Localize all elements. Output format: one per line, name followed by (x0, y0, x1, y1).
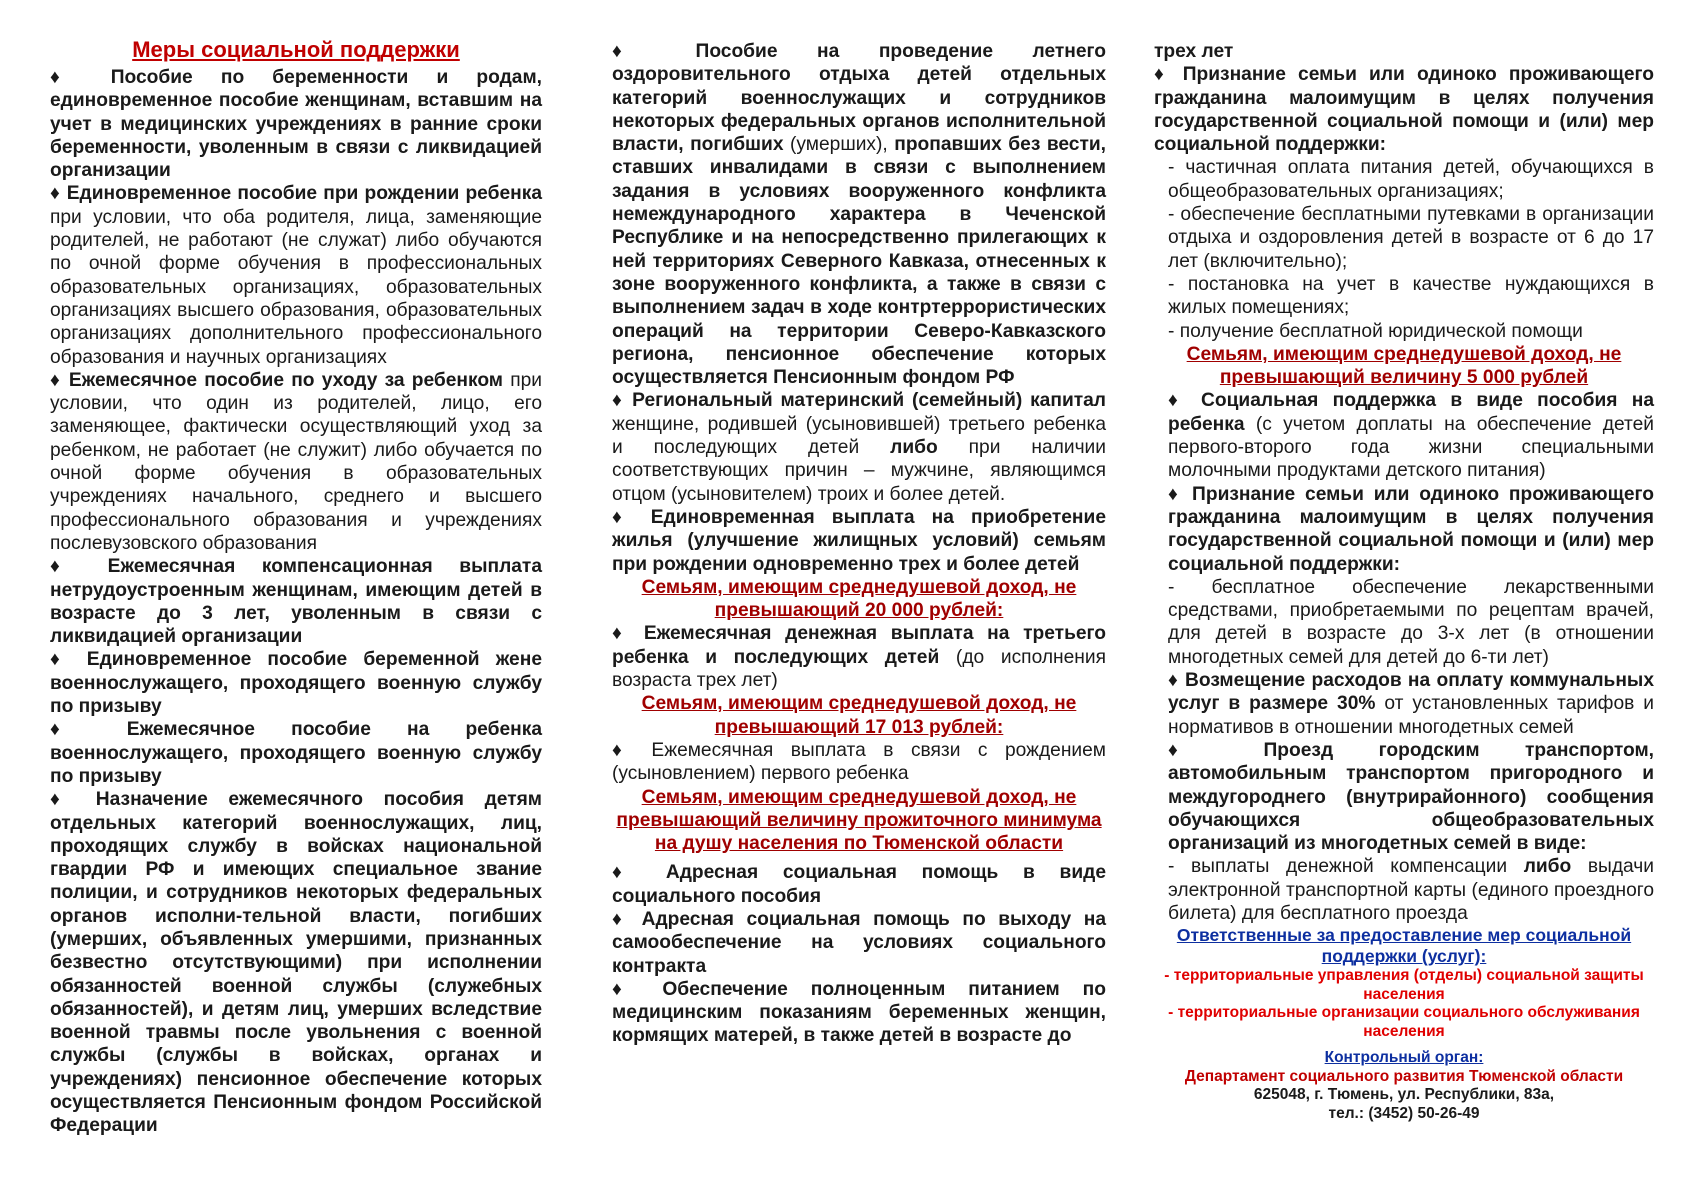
measure-item-text: (с учетом доплаты на обеспечение детей первого-второго года жизни специальными молочными продуктами детского питания) (1168, 413, 1654, 482)
measure-item-title: ♦ Пособие на проведение летнего оздоровительного отдыха детей отдельных категорий военнослужащих и сотрудников некоторых федеральных органов исполнительной власти, погибших (612, 41, 1106, 156)
measure-item: ♦ Пособие по беременности и родам, единовременное пособие женщинам, вставшим на учет в медицинских учреждениях в ранние сроки беременности, уволенным в связи с ликвидацией организации (50, 67, 542, 182)
measure-item (612, 389, 1106, 505)
measure-item: ♦ Обеспечение полноценным питанием по медицинским показаниям беременных женщин, кормящих матерей, в также детей в возрасте до (612, 978, 1106, 1047)
control-body-name: Департамент социального развития Тюменской области (1184, 1067, 1624, 1085)
measure-item-title: ♦ Ежемесячное пособие по уходу за ребенком (50, 369, 503, 391)
measure-item-title: ♦ Возмещение расходов на оплату коммунальных услуг в размере 30% (1168, 670, 1654, 715)
measure-item-text: (умерших), (783, 134, 895, 156)
income-threshold-heading: Семьям, имеющим среднедушевой доход, не превышающий 17 013 рублей: (641, 693, 1077, 738)
list-item: - частичная оплата питания детей, обучающихся в общеобразовательных организациях; (1168, 157, 1654, 202)
list-item: - бесплатное обеспечение лекарственными средствами, приобретаемыми по рецептам врачей, для детей в возрасте до 3-х лет (в отношении многодетных семей для детей до 6-ти лет) (1168, 576, 1654, 668)
measure-item (1154, 669, 1654, 739)
measure-item: ♦ Ежемесячная выплата в связи с рождением (усыновлением) первого ребенка (612, 739, 1106, 785)
measure-item (612, 40, 1106, 389)
measure-item: ♦ Единовременная выплата на приобретение жилья (улучшение жилищных условий) семьям при рождении одновременно трех и более детей (612, 506, 1106, 575)
responsible-item: - территориальные организации социального обслуживания населения (1168, 1004, 1640, 1040)
measure-item-emphasis: либо (890, 437, 938, 459)
measure-item (50, 182, 542, 368)
measure-item-title: пропавших без вести, ставших инвалидами в связи с выполнением задания в условиях вооруженного конфликта немеждународного характера в Чеченской Республике и на непосредственно прилегающих к ней территориях Северного Кавказа, отнесенных к зоне вооруженного конфликта, а также в связи с выполнением задач в ходе контртеррористических операций на территории Северо-Кавказского региона, пенсионное обеспечение которых осуществляется Пенсионным фондом РФ (612, 134, 1107, 389)
control-body-heading: Контрольный орган: (1324, 1049, 1484, 1067)
responsible-heading: Ответственные за предоставление мер социальной поддержки (услуг): (1176, 925, 1632, 967)
measure-item-text: (до исполнения возраста трех лет) (612, 646, 1106, 692)
measure-item-title: ♦ Единовременное пособие при рождении ребенка (50, 183, 542, 205)
control-body-address: 625048, г. Тюмень, ул. Республики, 83а, (1253, 1086, 1555, 1104)
list-item: - постановка на учет в качестве нуждающихся в жилых помещениях; (1168, 273, 1654, 319)
column-1 (50, 36, 542, 1138)
income-threshold-heading: Семьям, имеющим среднедушевой доход, не превышающий 20 000 рублей: (641, 576, 1077, 622)
measure-item: ♦ Единовременное пособие беременной жене военнослужащего, проходящего военную службу по призыву (50, 649, 542, 718)
column-2 (612, 40, 1106, 1048)
measure-item-text: при условии, что оба родителя, лица, заменяющие родителей, не работают (не служат) либо обучаются по очной форме обучения в профессиональных образовательных организациях, образовательных организациях высшего образования, образовательных организациях дополнительного профессионального образования и научных организациях (50, 206, 542, 368)
page-title: Меры социальной поддержки (132, 37, 460, 62)
list-item-text: - выплаты денежной компенсации (1168, 856, 1524, 878)
measure-item-text: при наличии соответствующих причин – мужчине, являющимся отцом (усыновителем) троих и более детей. (612, 437, 1106, 505)
measure-item (1154, 389, 1654, 482)
measure-item: ♦ Признание семьи или одиноко проживающего гражданина малоимущим в целях получения государственной социальной помощи и (или) мер социальной поддержки: (1168, 483, 1654, 575)
list-item-emphasis: либо (1523, 856, 1572, 878)
measure-item (612, 622, 1106, 692)
income-threshold-heading: Семьям, имеющим среднедушевой доход, не превышающий величину 5 000 рублей (1186, 343, 1622, 389)
continued-text: трех лет (1154, 41, 1234, 62)
measure-item-text: женщине, родившей (усыновившей) третьего ребенка и последующих детей (612, 413, 1106, 459)
measure-item: ♦ Ежемесячное пособие на ребенка военнослужащего, проходящего военную службу по призыву (50, 719, 542, 787)
measure-item: ♦ Проезд городским транспортом, автомобильным транспортом пригородного и междугороднего (внутрирайонного) сообщения обучающихся общеобразовательных организаций из многодетных семей в виде: (1168, 739, 1654, 855)
measure-item: ♦ Адресная социальная помощь по выходу на самообеспечение на условиях социального контракта (612, 908, 1106, 977)
list-item: - обеспечение бесплатными путевками в организации отдыха и оздоровления детей в возрасте от 6 до 17 лет (включительно); (1168, 204, 1654, 272)
measure-item: ♦ Адресная социальная помощь в виде социального пособия (612, 862, 1106, 907)
column-3 (1154, 40, 1654, 1123)
measure-item-title: ♦ Ежемесячная денежная выплата на третьего ребенка и последующих детей (612, 623, 1106, 668)
measure-item: ♦ Назначение ежемесячного пособия детям отдельных категорий военнослужащих, лиц, проходящих службу в войсках национальной гвардии РФ и имеющих специальное звание полиции, и сотрудников некоторых федеральных органов исполни-тельной власти, погибших (умерших, объявленных умершими, признанных безвестно отсутствующими) при исполнении обязанностей военной службы (служебных обязанностей), и детям лиц, умерших вследствие военной травмы после увольнения с военной службы (службы в войсках, органах и учреждениях) пенсионное обеспечение которых осуществляется Пенсионным фондом Российской Федерации (50, 789, 542, 1137)
measure-item: ♦ Ежемесячная компенсационная выплата нетрудоустроенным женщинам, имеющим детей в возрасте до 3 лет, уволенным в связи с ликвидацией организации (50, 556, 542, 648)
measure-item-text: при условии, что один из родителей, лицо, его заменяющее, фактически осуществляющий уход за ребенком, не работает (не служит) либо обучается по очной форме обучения в образовательных учреждениях начального, среднего и высшего профессионального образования и учреждениях послевузовского образования (50, 369, 542, 554)
measure-item-title: ♦ Региональный материнский (семейный) капитал (612, 390, 1106, 412)
control-body-phone: тел.: (3452) 50-26-49 (1328, 1104, 1480, 1122)
income-threshold-heading: Семьям, имеющим среднедушевой доход, не превышающий величину прожиточного минимума на душу населения по Тюменской области (616, 786, 1102, 855)
list-item: - получение бесплатной юридической помощи (1168, 320, 1583, 342)
measure-item (50, 369, 542, 555)
measure-item-title: ♦ Социальная поддержка в виде пособия на ребенка (1168, 390, 1654, 435)
responsible-item: - территориальные управления (отделы) социальной защиты населения (1164, 967, 1644, 1003)
list-item-text: выдачи электронной транспортной карты (единого проездного билета) для бесплатного проезда (1168, 856, 1654, 924)
measure-item: ♦ Признание семьи или одиноко проживающего гражданина малоимущим в целях получения государственной социальной помощи и (или) мер социальной поддержки: (1154, 64, 1654, 156)
measure-item-text: от установленных тарифов и нормативов в отношении многодетных семей (1168, 693, 1654, 738)
list-item (1154, 855, 1654, 925)
